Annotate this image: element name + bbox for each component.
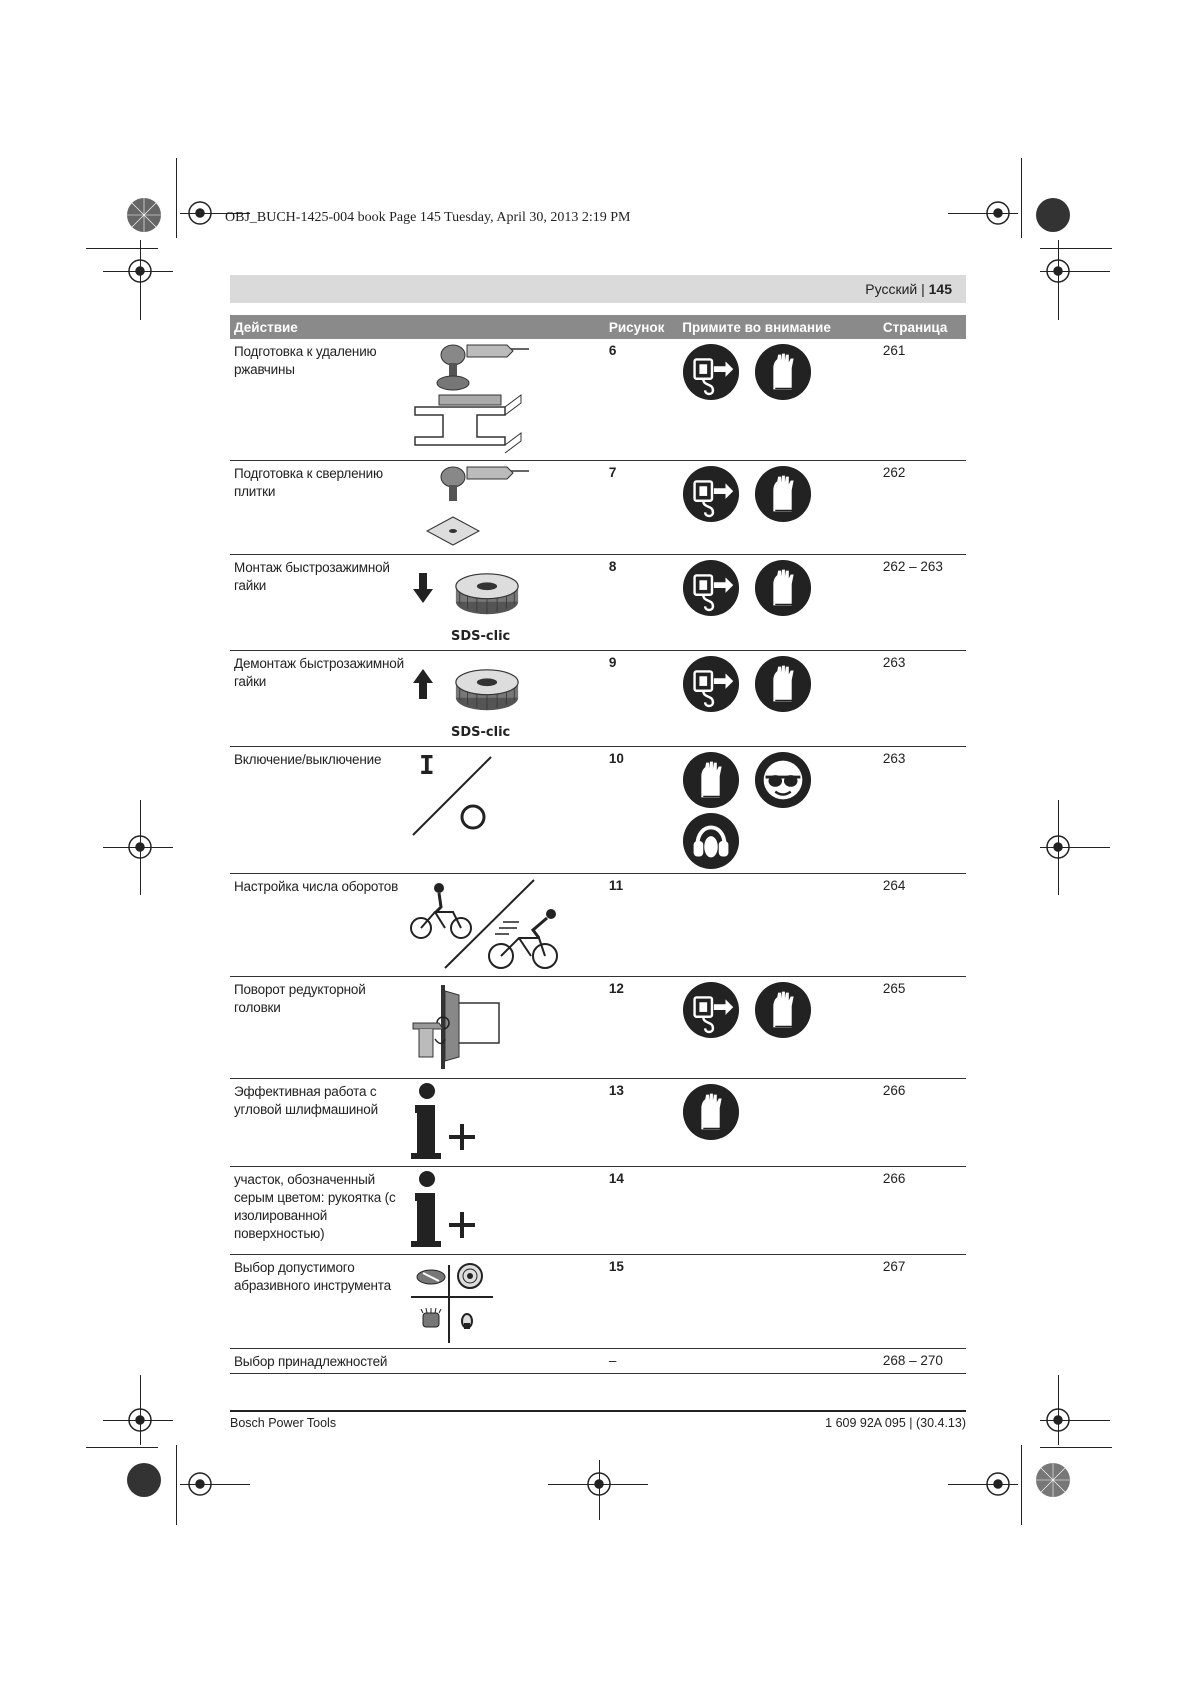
footer-brand: Bosch Power Tools [230,1416,337,1430]
header-language [865,281,952,297]
arrow-up-icon [413,669,433,699]
footer-doc-number: 1 609 92A 095 | (30.4.13) [825,1416,966,1430]
table-row [230,746,966,873]
header-page-number: 145 [928,281,952,297]
row-page: 263 [879,746,966,873]
row-notes [678,460,879,554]
unplug-icon [682,559,740,617]
unplug-icon [682,465,740,523]
row-action: Выбор принадлежностей [230,1348,605,1373]
quick-nut-illustration [437,655,537,725]
row-action: Эффективная работа с угловой шлифмашиной [230,1078,409,1166]
row-illustration [409,460,605,554]
row-notes [678,746,879,873]
row-notes [678,1078,879,1166]
unplug-icon [682,343,740,401]
row-page: 264 [879,873,966,976]
quick-nut-illustration [437,559,537,629]
row-action: Демонтаж быстрозажимной гайки [230,650,409,746]
goggles-icon [754,751,812,809]
row-action: Настройка числа оборотов [230,873,409,976]
row-page: 265 [879,976,966,1078]
row-figure: 6 [605,339,678,460]
row-notes [678,1348,879,1373]
header-language-label: Русский [865,281,918,297]
table-row [230,1166,966,1254]
gloves-icon [754,655,812,713]
gloves-icon [754,343,812,401]
table-header-row [230,315,966,339]
row-action: Поворот редукторной головки [230,976,409,1078]
table-row [230,554,966,650]
table-row [230,339,966,460]
sds-clic-logo: SDS-clic [451,628,511,644]
gloves-icon [754,465,812,523]
col-header-note: Примите во внимание [678,315,879,339]
row-action: участок, обозначенный серым цветом: рукоятка (с изолированной поверхностью) [230,1166,409,1254]
gloves-icon [754,559,812,617]
row-action: Подготовка к сверлению плитки [230,460,409,554]
row-figure: – [605,1348,678,1373]
row-illustration [409,339,605,460]
row-notes [678,650,879,746]
row-illustration [409,650,605,746]
row-figure: 10 [605,746,678,873]
row-figure: 15 [605,1254,678,1348]
row-figure: 9 [605,650,678,746]
row-page: 266 [879,1166,966,1254]
gloves-icon [682,1083,740,1141]
table-row [230,1078,966,1166]
table-row [230,873,966,976]
row-page: 261 [879,339,966,460]
operations-table [230,315,966,1374]
row-page: 262 – 263 [879,554,966,650]
header-separator: | [921,281,925,297]
row-page: 268 – 270 [879,1348,966,1373]
tile-drill-illustration [409,465,539,551]
sds-clic-logo: SDS-clic [451,724,511,740]
row-notes [678,554,879,650]
row-page: 266 [879,1078,966,1166]
row-action: Включение/выключение [230,746,409,873]
col-header-figure: Рисунок [605,315,678,339]
info-plus-icon [409,1083,489,1163]
row-notes [678,873,879,976]
row-illustration [409,976,605,1078]
speed-setting-icon [409,878,569,973]
switch-on-symbol: I [419,750,435,781]
gear-head-rotation-illustration [409,981,519,1075]
info-plus-icon [409,1171,489,1251]
gloves-icon [754,981,812,1039]
row-illustration [409,1166,605,1254]
row-action: Выбор допустимого абразивного инструмента [230,1254,409,1348]
page-header [230,275,966,303]
row-illustration [409,746,605,873]
print-info: OBJ_BUCH-1425-004 book Page 145 Tuesday, April 30, 2013 2:19 PM [225,210,631,225]
abrasive-tools-icon [409,1259,499,1345]
row-figure: 8 [605,554,678,650]
row-illustration [409,873,605,976]
row-figure: 13 [605,1078,678,1166]
wire-brush-illustration [409,343,539,455]
row-page: 263 [879,650,966,746]
table-row [230,1254,966,1348]
unplug-icon [682,655,740,713]
gloves-icon [682,751,740,809]
row-action: Подготовка к удалению ржавчины [230,339,409,460]
row-figure: 14 [605,1166,678,1254]
row-page: 262 [879,460,966,554]
table-row [230,976,966,1078]
col-header-action: Действие [230,315,605,339]
row-notes [678,1254,879,1348]
footer-rule [230,1410,966,1412]
table-row [230,650,966,746]
row-notes [678,976,879,1078]
row-figure: 11 [605,873,678,976]
table-row [230,1348,966,1373]
row-figure: 12 [605,976,678,1078]
row-illustration [409,554,605,650]
row-page: 267 [879,1254,966,1348]
ear-protection-icon [682,812,740,870]
row-figure: 7 [605,460,678,554]
row-illustration [409,1254,605,1348]
unplug-icon [682,981,740,1039]
table-row [230,460,966,554]
row-illustration [409,1078,605,1166]
row-notes [678,339,879,460]
arrow-down-icon [413,573,433,603]
row-notes [678,1166,879,1254]
row-action: Монтаж быстрозажимной гайки [230,554,409,650]
col-header-page: Страница [879,315,966,339]
